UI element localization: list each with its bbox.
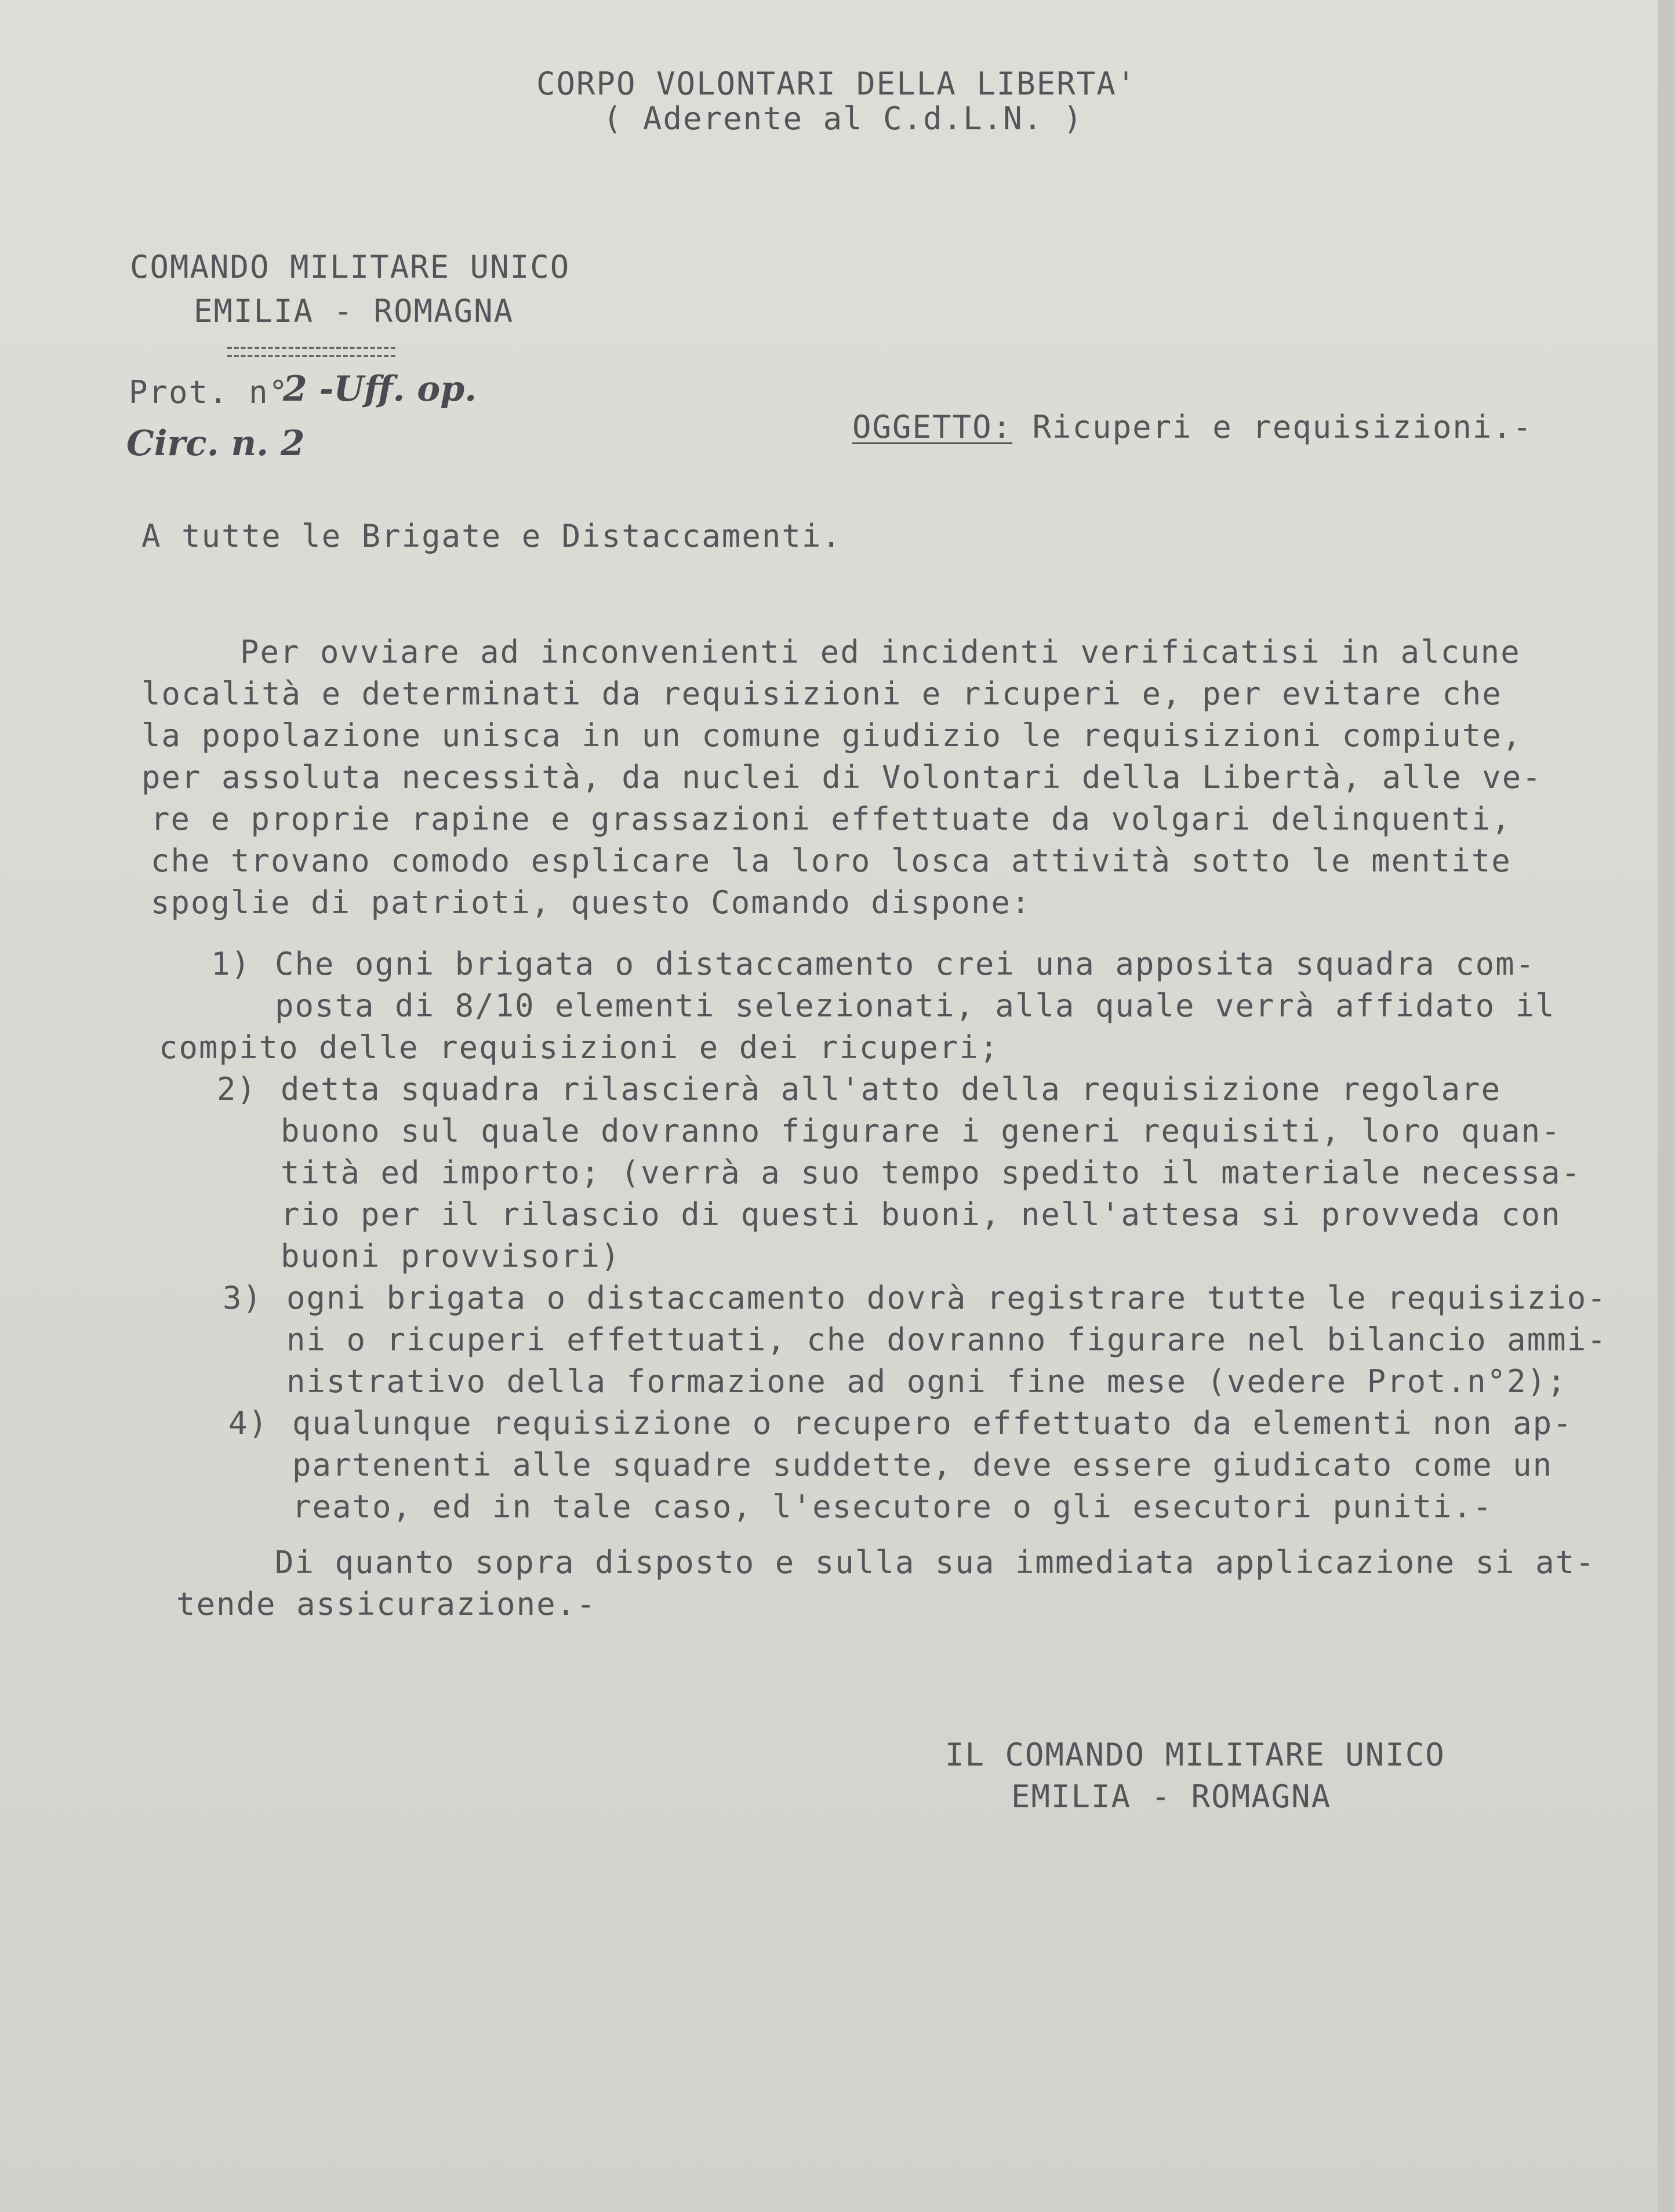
point-line: buoni provvisori) [281,1238,621,1274]
point-line: nistrativo della formazione ad ogni fine mese (vedere Prot.n°2); [286,1363,1567,1400]
point-number: 3) [223,1280,263,1316]
point-number: 1) [211,946,252,982]
sender-double-rule-lower [227,355,395,357]
intro-line: re e proprie rapine e grassazioni effettuate da volgari delinquenti, [151,801,1512,837]
subject-line [852,409,1533,445]
point-line: detta squadra rilascierà all'atto della requisizione regolare [281,1071,1502,1107]
point-number: 2) [217,1071,257,1107]
document-subheading: ( Aderente al C.d.L.N. ) [603,100,1084,137]
closing-line: Di quanto sopra disposto e sulla sua immediata applicazione si at- [275,1544,1596,1581]
signature-line-2: EMILIA - ROMAGNA [1011,1778,1332,1815]
point-line: compito delle requisizioni e dei ricuperi; [159,1029,1000,1066]
point-line: reato, ed in tale caso, l'esecutore o gli esecutori puniti.- [292,1488,1493,1525]
protocol-handwritten-number: 2 -Uff. op. [283,369,477,409]
sender-double-rule [227,347,395,349]
sender-line-1: COMANDO MILITARE UNICO [130,249,571,285]
point-line: posta di 8/10 elementi selezionati, alla quale verrà affidato il [275,987,1556,1024]
protocol-handwritten-circular: Circ. n. 2 [126,423,305,464]
point-line: rio per il rilascio di questi buoni, nell'attesa si provveda con [281,1196,1561,1233]
addressee: A tutte le Brigate e Distaccamenti. [141,518,842,554]
paper-edge [1658,0,1675,2212]
point-line: Che ogni brigata o distaccamento crei una apposita squadra com- [275,946,1536,982]
point-line: qualunque requisizione o recupero effettuato da elementi non ap- [292,1405,1573,1441]
intro-line: località e determinati da requisizioni e ricuperi e, per evitare che [141,675,1502,712]
point-line: buono sul quale dovranno figurare i generi requisiti, loro quan- [281,1113,1561,1149]
point-line: ogni brigata o distaccamento dovrà registrare tutte le requisizio- [286,1280,1607,1316]
point-line: ni o ricuperi effettuati, che dovranno figurare nel bilancio ammi- [286,1321,1607,1358]
intro-line: Per ovviare ad inconvenienti ed incidenti verificatisi in alcune [240,634,1521,670]
intro-line: che trovano comodo esplicare la loro losca attività sotto le mentite [151,842,1512,879]
intro-line: per assoluta necessità, da nuclei di Volontari della Libertà, alle ve- [141,759,1542,796]
point-line: partenenti alle squadre suddette, deve essere giudicato come un [292,1447,1553,1483]
protocol-label: Prot. n° [129,374,289,411]
intro-line: spoglie di patrioti, questo Comando dispone: [151,884,1031,921]
sender-line-2: EMILIA - ROMAGNA [194,293,514,329]
closing-line: tende assicurazione.- [176,1586,597,1622]
document-heading: CORPO VOLONTARI DELLA LIBERTA' [536,66,1137,102]
point-number: 4) [228,1405,269,1441]
signature-line-1: IL COMANDO MILITARE UNICO [945,1737,1445,1773]
subject-text: Ricuperi e requisizioni.- [1032,409,1533,445]
point-line: tità ed importo; (verrà a suo tempo spedito il materiale necessa- [281,1154,1582,1191]
subject-label: OGGETTO: [852,409,1013,445]
intro-line: la popolazione unisca in un comune giudizio le requisizioni compiute, [141,717,1523,754]
